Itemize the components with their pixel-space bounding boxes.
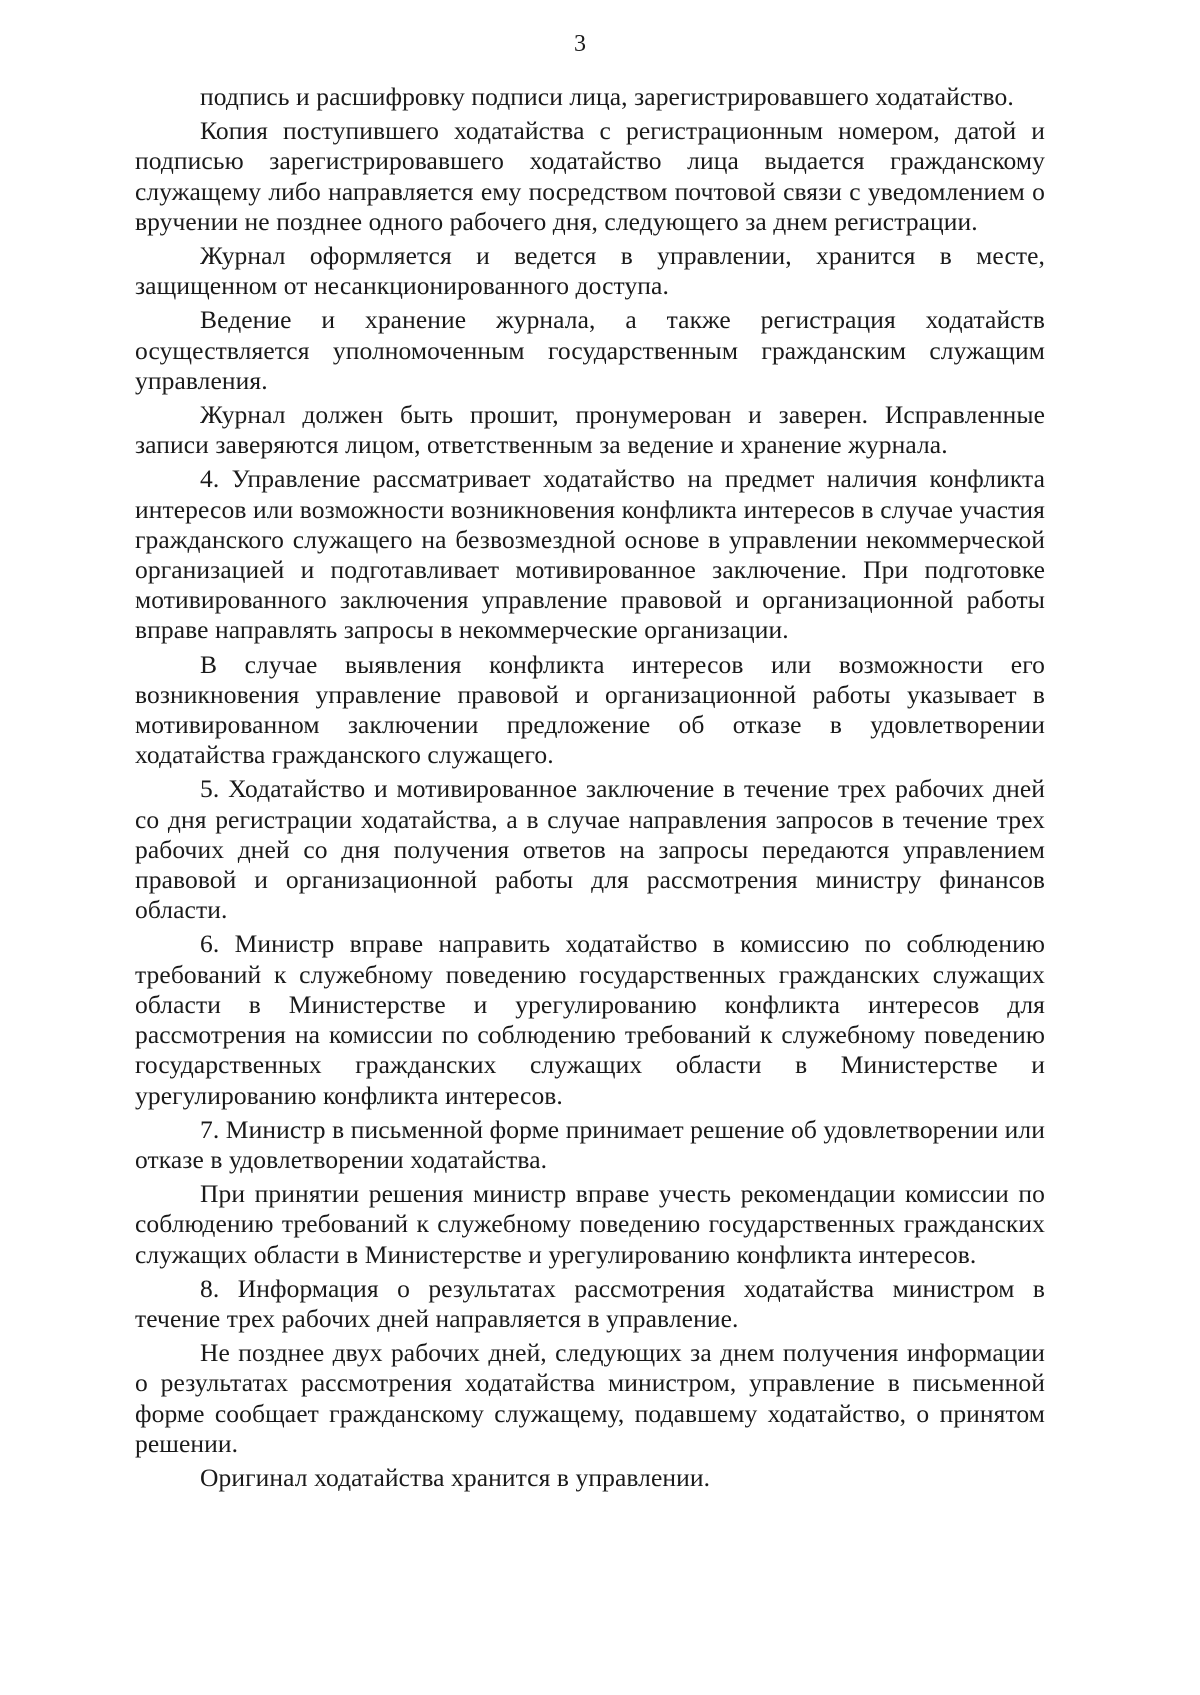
paragraph-journal-maintenance: Ведение и хранение журнала, а также регистрация ходатайств осуществляется уполномоченным государственным гражданским служащим управления. (135, 305, 1045, 395)
paragraph-clause-7: 7. Министр в письменной форме принимает решение об удовлетворении или отказе в удовлетворении ходатайства. (135, 1114, 1045, 1174)
paragraph-commission-recommendations: При принятии решения министр вправе учесть рекомендации комиссии по соблюдению требований к служебному поведению государственных гражданских служащих области в Министерстве и урегулированию конфликта интересов. (135, 1179, 1045, 1269)
paragraph-clause-4: 4. Управление рассматривает ходатайство на предмет наличия конфликта интересов или возможности возникновения конфликта интересов в случае участия гражданского служащего на безвозмездной основе в управлении некоммерческой организацией и подготавливает мотивированное заключение. При подготовке мотивированного заключения управление правовой и организационной работы вправе направлять запросы в некоммерческие организации. (135, 464, 1045, 645)
paragraph-notification: Не позднее двух рабочих дней, следующих за днем получения информации о результатах рассмотрения ходатайства министром, управление в письменной форме сообщает гражданскому служащему, подавшему ходатайство, о принятом решении. (135, 1338, 1045, 1458)
paragraph-conflict-detection: В случае выявления конфликта интересов или возможности его возникновения управление правовой и организационной работы указывает в мотивированном заключении предложение об отказе в удовлетворении ходатайства гражданского служащего. (135, 649, 1045, 770)
paragraph-clause-8: 8. Информация о результатах рассмотрения ходатайства министром в течение трех рабочих дней направляется в управление. (135, 1273, 1045, 1333)
paragraph-original-storage: Оригинал ходатайства хранится в управлении. (200, 1462, 711, 1492)
paragraph-clause-5: 5. Ходатайство и мотивированное заключение в течение трех рабочих дней со дня регистрации ходатайства, а в случае направления запросов в течение трех рабочих дней со дня получения ответов на запросы передаются управлением правовой и организационной работы для рассмотрения министру финансов области. (135, 774, 1045, 925)
paragraph-clause-6: 6. Министр вправе направить ходатайство в комиссию по соблюдению требований к служебному поведению государственных гражданских служащих области в Министерстве и урегулированию конфликта интересов для рассмотрения на комиссии по соблюдению требований к служебному поведению государственных гражданских служащих области в Министерстве и урегулированию конфликта интересов. (135, 929, 1045, 1110)
page-number: 3 (574, 31, 586, 57)
document-body (135, 82, 1045, 1497)
paragraph-signature-continuation: подпись и расшифровку подписи лица, зарегистрировавшего ходатайство. (200, 82, 1014, 111)
paragraph-copy-issuance: Копия поступившего ходатайства с регистрационным номером, датой и подписью зарегистрировавшего ходатайство лица выдается гражданскому служащему либо направляется ему посредством почтовой связи с уведомлением о вручении не позднее одного рабочего дня, следующего за днем регистрации. (135, 116, 1045, 236)
paragraph-journal-binding: Журнал должен быть прошит, пронумерован и заверен. Исправленные записи заверяются лицом, ответственным за ведение и хранение журнала. (135, 400, 1045, 460)
paragraph-journal-storage: Журнал оформляется и ведется в управлении, хранится в месте, защищенном от несанкционированного доступа. (135, 241, 1045, 301)
